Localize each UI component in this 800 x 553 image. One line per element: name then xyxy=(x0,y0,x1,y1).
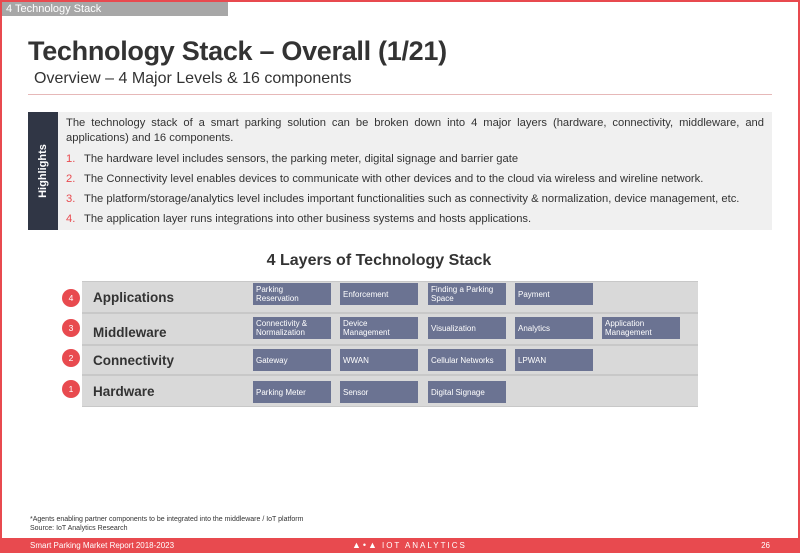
footnote-text: *Agents enabling partner components to be integrated into the middleware / IoT platform xyxy=(30,516,304,523)
component-box: Parking Reservation xyxy=(253,283,331,305)
page-subtitle: Overview – 4 Major Levels & 16 components xyxy=(34,70,352,87)
layer-number-badge: 3 xyxy=(62,319,80,337)
highlight-text: The application layer runs integrations into other business systems and hosts applications. xyxy=(84,213,532,225)
highlights-list xyxy=(66,152,764,227)
layer-name: Hardware xyxy=(93,383,155,399)
highlight-number: 1. xyxy=(66,153,76,165)
highlight-item xyxy=(66,192,764,207)
title-divider xyxy=(28,94,772,95)
footer-logo xyxy=(352,538,467,553)
component-box: Device Management xyxy=(340,317,418,339)
footer-report-title: Smart Parking Market Report 2018-2023 xyxy=(30,541,175,550)
component-box: Visualization xyxy=(428,317,506,339)
layer-number-badge: 1 xyxy=(62,380,80,398)
highlight-item xyxy=(66,212,764,227)
footnote-block xyxy=(30,515,303,533)
highlight-number: 2. xyxy=(66,173,76,185)
component-box: Enforcement xyxy=(340,283,418,305)
highlight-text: The hardware level includes sensors, the parking meter, digital signage and barrier gate xyxy=(84,153,519,165)
section-tag: 4 Technology Stack xyxy=(2,2,228,16)
iot-analytics-logo-icon: ▲•▲ xyxy=(352,540,379,550)
highlights-tab xyxy=(28,112,58,230)
component-box: WWAN xyxy=(340,349,418,371)
layer-name: Applications xyxy=(93,289,175,305)
highlight-text: The platform/storage/analytics level includes important functionalities such as connectivity & normalization, device management, etc. xyxy=(84,193,740,205)
page-number: 26 xyxy=(761,541,770,550)
component-box: Gateway xyxy=(253,349,331,371)
component-box: Finding a Parking Space xyxy=(428,283,506,305)
layer-name: Middleware xyxy=(93,324,167,340)
component-box: LPWAN xyxy=(515,349,593,371)
page-title: Technology Stack – Overall (1/21) xyxy=(28,36,447,66)
stack-title: 4 Layers of Technology Stack xyxy=(266,252,492,269)
component-box: Sensor xyxy=(340,381,418,403)
footer-bar xyxy=(0,538,800,553)
highlights-content xyxy=(66,116,764,232)
source-text: Source: IoT Analytics Research xyxy=(30,525,128,532)
footer-logo-text: IOT ANALYTICS xyxy=(381,541,467,550)
component-box: Application Management xyxy=(602,317,680,339)
component-box: Payment xyxy=(515,283,593,305)
highlights-intro: The technology stack of a smart parking solution can be broken down into 4 major layers (hardware, connectivity, middleware, and applications) and 16 components. xyxy=(66,117,764,144)
highlights-tab-label: Highlights xyxy=(37,144,49,198)
layer-number-badge: 4 xyxy=(62,289,80,307)
component-box: Analytics xyxy=(515,317,593,339)
component-box: Digital Signage xyxy=(428,381,506,403)
highlights-box xyxy=(28,112,772,230)
highlight-number: 3. xyxy=(66,193,76,205)
component-box: Cellular Networks xyxy=(428,349,506,371)
highlight-item xyxy=(66,152,764,167)
highlight-number: 4. xyxy=(66,213,76,225)
layer-number-badge: 2 xyxy=(62,349,80,367)
component-box: Connectivity & Normalization xyxy=(253,317,331,339)
component-box: Parking Meter xyxy=(253,381,331,403)
highlight-text: The Connectivity level enables devices to communicate with other devices and to the cloud via wireless and wireline network. xyxy=(84,173,704,185)
highlight-item xyxy=(66,172,764,187)
layer-name: Connectivity xyxy=(93,352,175,368)
